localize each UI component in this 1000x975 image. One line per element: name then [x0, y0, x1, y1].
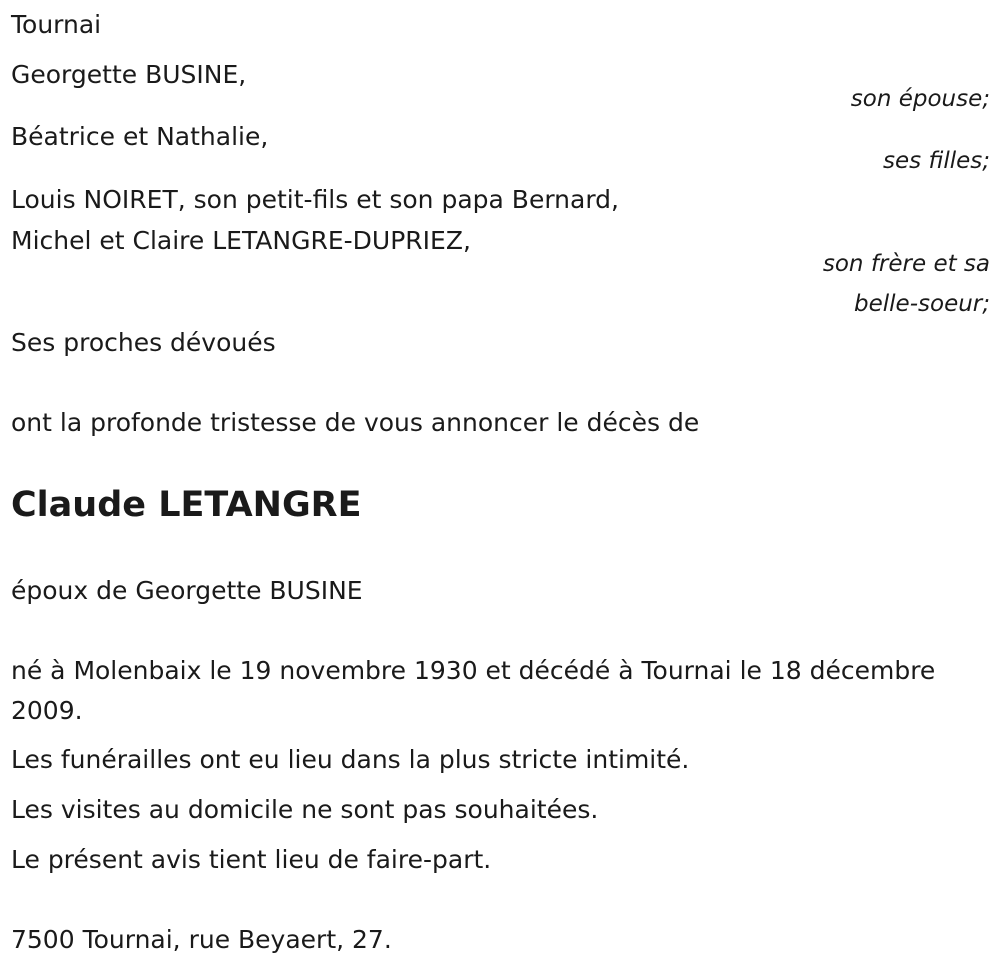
spouse-line: époux de Georgette BUSINE: [11, 576, 363, 605]
note-visits: Les visites au domicile ne sont pas souhaitées.: [11, 795, 599, 824]
note-funeral: Les funérailles ont eu lieu dans la plus stricte intimité.: [11, 745, 690, 774]
family-member-relatives: Ses proches dévoués: [11, 328, 276, 357]
relation-brother-line1: son frère et sa: [822, 251, 990, 277]
relation-daughters: ses filles;: [883, 148, 990, 174]
note-announcement: Le présent avis tient lieu de faire-part.: [11, 845, 492, 874]
birth-death-line1: né à Molenbaix le 19 novembre 1930 et décédé à Tournai le 18 décembre: [11, 656, 936, 685]
address: 7500 Tournai, rue Beyaert, 27.: [11, 925, 392, 954]
deceased-name: Claude LETANGRE: [11, 485, 362, 525]
family-member-grandson: Louis NOIRET, son petit-fils et son papa Bernard,: [11, 185, 619, 214]
location-heading: Tournai: [11, 10, 102, 39]
announcement-text: ont la profonde tristesse de vous annoncer le décès de: [11, 408, 700, 437]
family-member-brother: Michel et Claire LETANGRE-DUPRIEZ,: [11, 226, 471, 255]
relation-spouse: son épouse;: [850, 86, 990, 112]
birth-death-line2: 2009.: [11, 696, 83, 725]
family-member-spouse: Georgette BUSINE,: [11, 60, 247, 89]
family-member-daughters: Béatrice et Nathalie,: [11, 122, 269, 151]
relation-brother-line2: belle-soeur;: [854, 291, 990, 317]
